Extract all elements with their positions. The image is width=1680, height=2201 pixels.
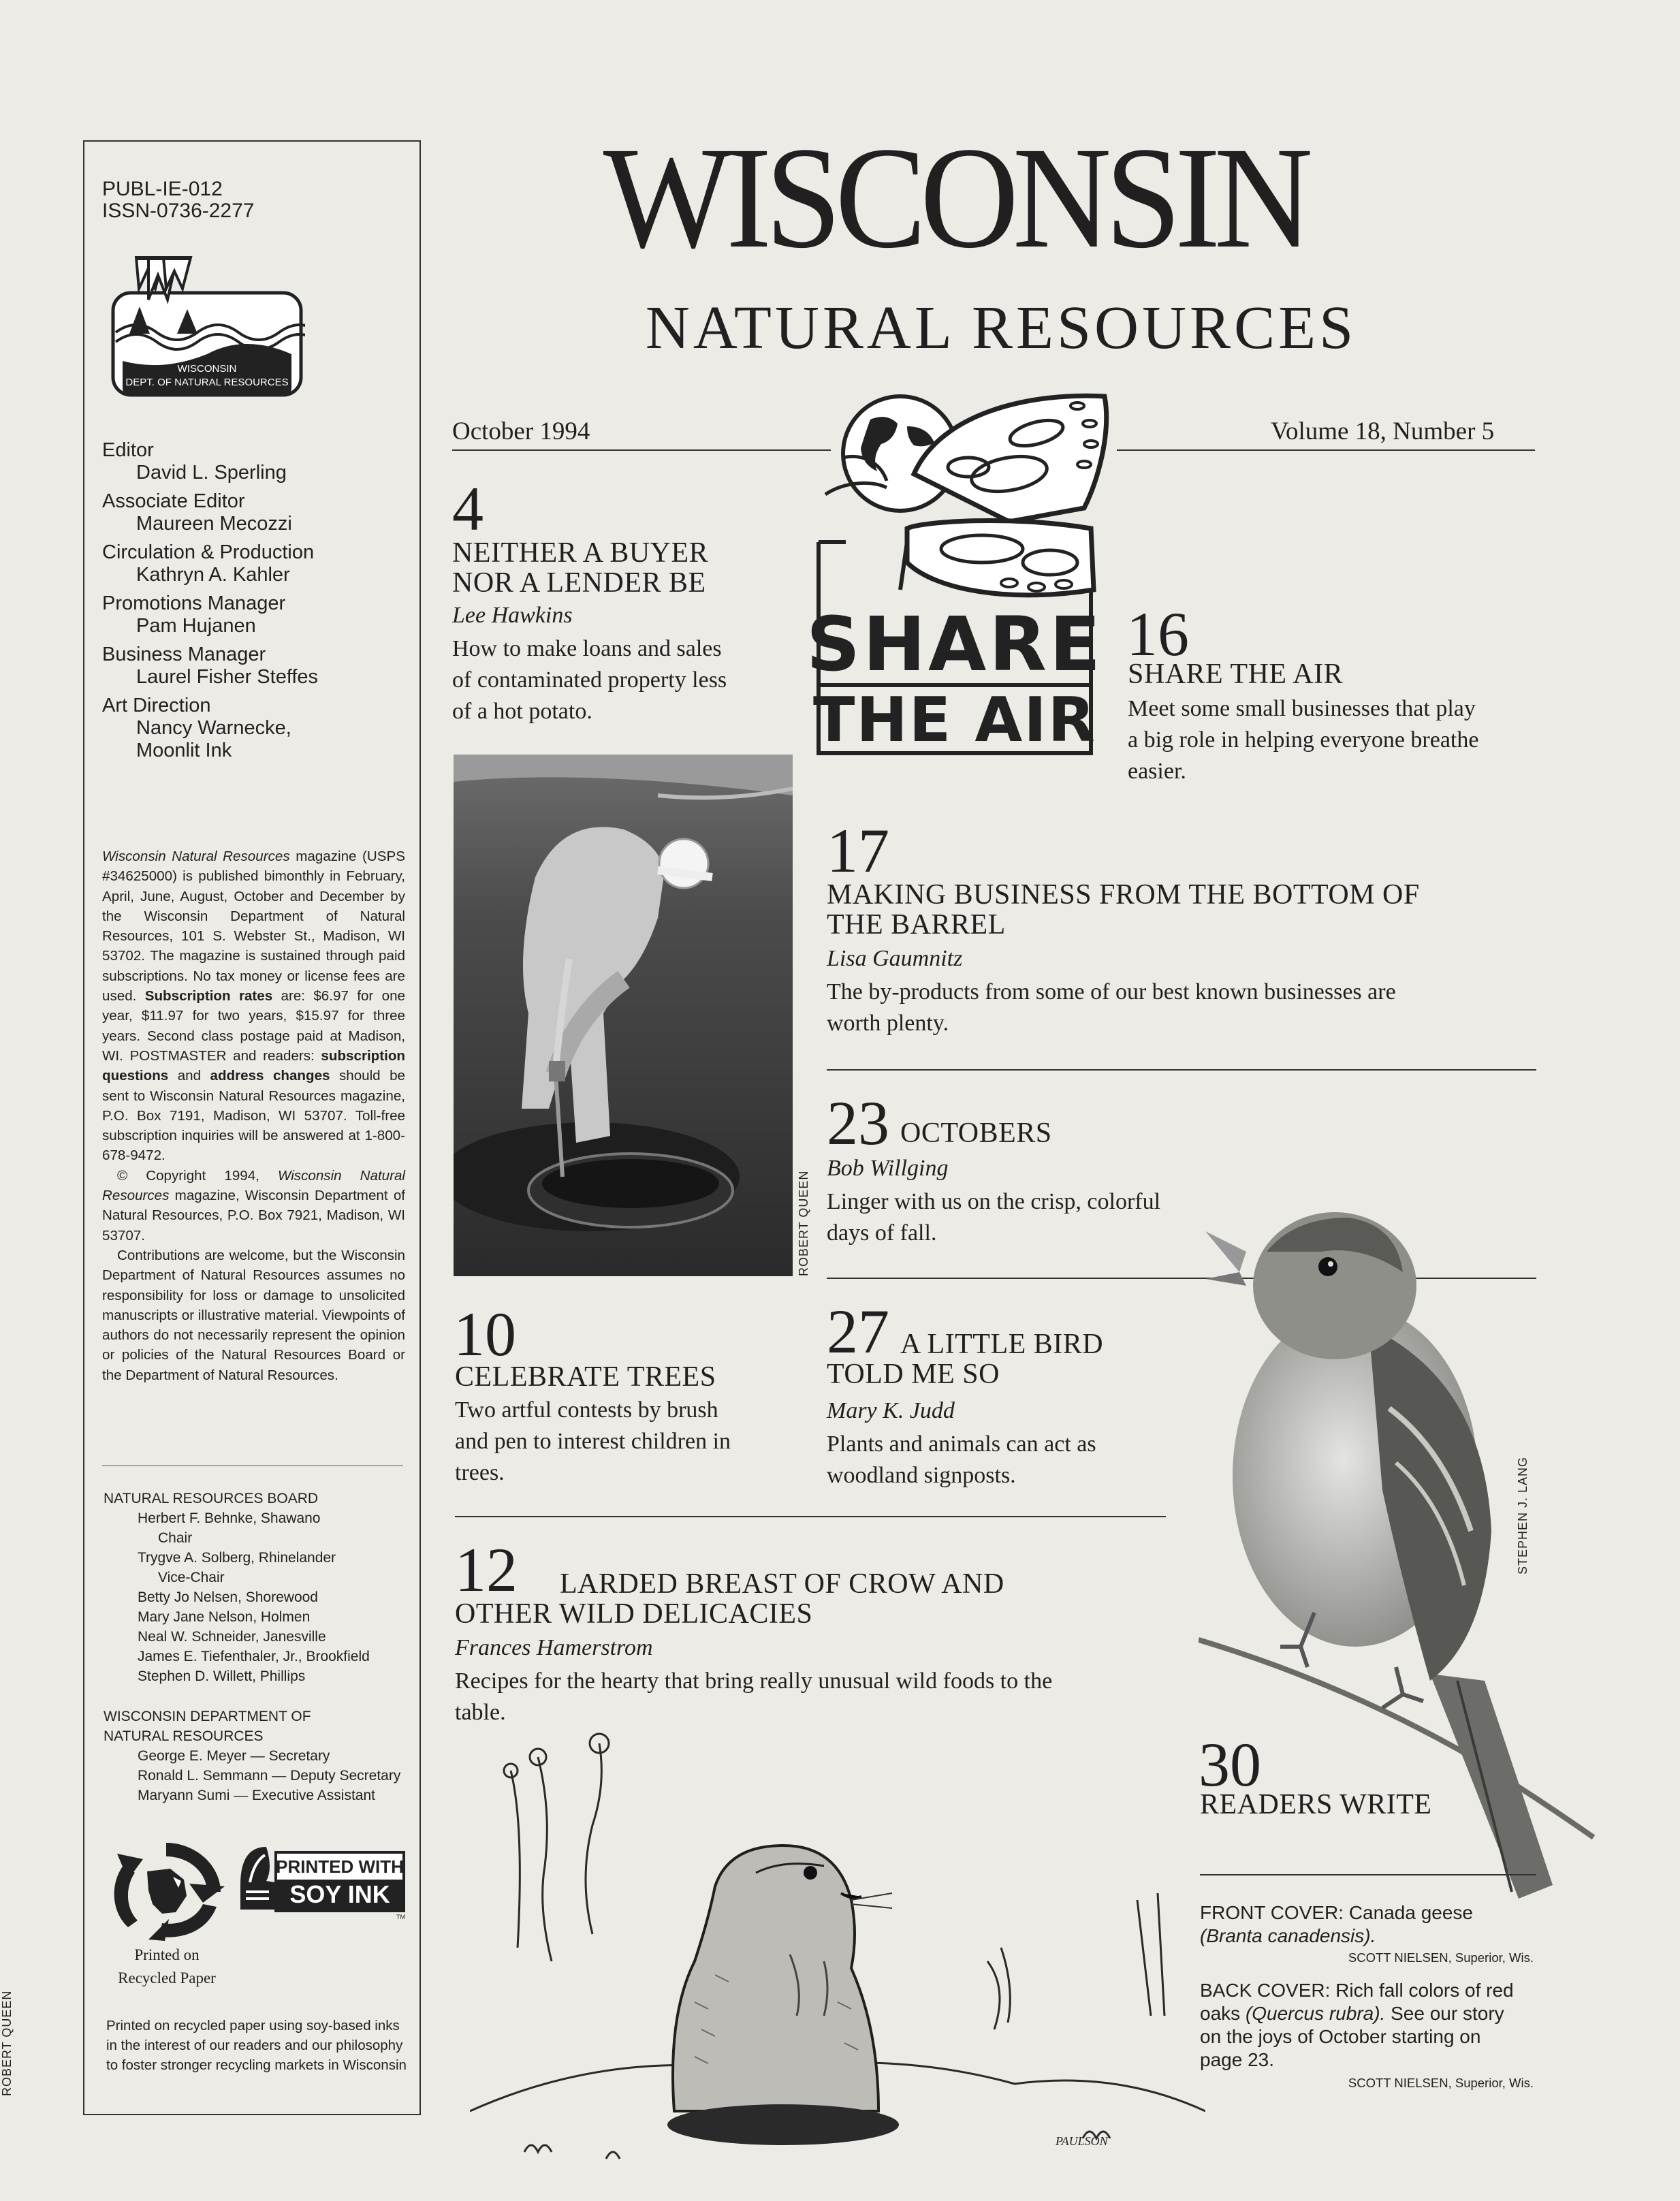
natural-resources-board [104,1489,370,1686]
toc-article-title[interactable] [452,538,708,598]
svg-text:SOY INK: SOY INK [289,1880,390,1908]
publication-legal-text: Wisconsin Natural Resources magazine (USPS #34625000) is published bimonthly in February, April, June, August, October and December by the Wisconsin Department of Natural Resources, 101 S. Webster St., Madison, WI 53702. The magazine is sustained through paid subscriptions. No tax money or license fees are used. Subscription rates are: $6.97 for one year, $11.97 for two years, $15.97 for three years. Second class postage paid at Madison, WI. POSTMASTER and readers: subscription questions and address changes should be sent to Wisconsin Natural Resources magazine, P.O. Box 7191, Madison, WI 53707. Toll-free subscription inquiries will be answered at 1-800-678-9472. © Copyright 1994, Wisconsin Natural Resources magazine, Wisconsin Department of Natural Resources, P.O. Box 7921, Madison, WI 53707. Contributions are welcome, but the Wisconsin Department of Natural Resources assumes no responsibility for loss or damage to unsolicited manuscripts or illustrative material. Viewpoints of authors do not necessarily represent the opinion or policies of the Natural Resources Board or the Department of Natural Resources. [102,849,406,1383]
toc-description [455,1666,1052,1728]
svg-text:PRINTED WITH: PRINTED WITH [276,1856,404,1877]
svg-text:WISCONSIN: WISCONSIN [177,363,237,375]
board-member: Neal W. Schneider, Janesville [138,1629,326,1645]
board-member-title: Chair [158,1530,193,1546]
dnr-logo-icon [109,252,305,399]
toc-page-number[interactable]: 10 [454,1299,516,1369]
recycled-label-line: Recycled Paper [118,1969,216,1986]
title-line: NEITHER A BUYER [452,537,709,569]
staff-role: Art Direction [102,695,211,716]
cover-notes [1200,1901,1534,2091]
toc-description [452,633,727,727]
desc-line: Linger with us on the crisp, colorful [827,1189,1161,1214]
toc-article-title[interactable]: SHARE THE AIR [1128,659,1344,690]
section-divider [827,1069,1536,1071]
magazine-title: WISCONSIN [603,117,1307,279]
staff-role: Promotions Manager [102,592,286,614]
desc-line: trees. [455,1460,505,1485]
toc-author: Mary K. Judd [827,1398,955,1423]
desc-line: Recipes for the hearty that bring really unusual wild foods to the [455,1668,1053,1694]
recycled-paper-label [116,1944,218,1990]
toc-description [827,1186,1160,1249]
board-member: Betty Jo Nelsen, Shorewood [138,1589,318,1605]
board-member: Trygve A. Solberg, Rhinelander [138,1550,336,1566]
toc-page-number[interactable]: 12 [455,1535,518,1604]
svg-text:TM: TM [396,1914,405,1920]
staff-name: Maureen Mecozzi [136,513,292,535]
toc-article-title[interactable]: READERS WRITE [1200,1789,1432,1820]
recycle-wisconsin-icon [108,1839,225,1941]
soy-ink-icon [235,1841,405,1920]
toc-article-title[interactable] [827,880,1420,940]
dept-member: George E. Meyer — Secretary [138,1748,330,1764]
toc-description [827,977,1396,1039]
board-member: Mary Jane Nelson, Holmen [138,1609,311,1625]
desc-line: a big role in helping everyone breathe [1128,727,1479,753]
svg-text:SHARE: SHARE [806,601,1104,688]
back-cover-credit: SCOTT NIELSEN, Superior, Wis. [1348,2076,1534,2090]
dept-heading: NATURAL RESOURCES [104,1728,264,1744]
board-member: James E. Tiefenthaler, Jr., Brookfield [138,1649,370,1664]
photo-credit-bird: STEPHEN J. LANG [1516,1456,1530,1574]
toc-description [827,1429,1096,1491]
issue-volume: Volume 18, Number 5 [1271,417,1495,445]
title-line: TOLD ME SO [827,1359,1000,1390]
toc-article-title[interactable]: CELEBRATE TREES [455,1361,716,1393]
desc-line: woodland signposts. [827,1463,1016,1488]
dept-heading: WISCONSIN DEPARTMENT OF [104,1709,311,1724]
toc-author: Lisa Gaumnitz [827,946,963,971]
toc-page-number[interactable]: 17 [827,816,889,885]
dept-member: Ronald L. Semmann — Deputy Secretary [138,1768,401,1784]
title-line: OTHER WILD DELICACIES [455,1598,813,1630]
staff-name: Laurel Fisher Steffes [136,666,319,688]
front-cover-credit: SCOTT NIELSEN, Superior, Wis. [1348,1950,1534,1965]
toc-description [455,1395,731,1489]
desc-line: How to make loans and sales [452,636,722,661]
desc-line: Meet some small businesses that play [1128,696,1476,721]
page-photo-credit: ROBERT QUEEN [0,1990,14,2096]
department-leadership [104,1707,400,1805]
share-the-air-logo-icon [805,385,1145,786]
desc-line: of contaminated property less [452,667,727,693]
section-divider [455,1516,1166,1517]
staff-role: Editor [102,439,154,461]
svg-text:PAULSON: PAULSON [1056,2134,1108,2148]
desc-line: The by-products from some of our best known businesses are [827,979,1396,1004]
staff-role: Business Manager [102,644,266,665]
toc-description [1128,693,1478,787]
toc-article-title[interactable]: OCTOBERS [900,1118,1052,1149]
desc-line: and pen to interest children in [455,1429,731,1454]
magazine-subtitle: NATURAL RESOURCES [645,294,1357,362]
toc-page-number[interactable]: 4 [452,474,484,543]
desc-line: easier. [1128,759,1186,784]
toc-page-number[interactable]: 16 [1126,599,1189,669]
toc-article-title[interactable] [455,1569,1004,1629]
publication-codes [102,178,254,222]
staff-role: Associate Editor [102,490,245,512]
toc-page-number[interactable]: 30 [1199,1730,1261,1799]
gopher-sketch [470,1730,1205,2179]
svg-text:THE AIR: THE AIR [813,684,1096,756]
desc-line: Two artful contests by brush [455,1397,718,1423]
title-line: LARDED BREAST OF CROW AND [560,1568,1004,1600]
title-line: NOR A LENDER BE [452,567,706,599]
worker-photo [454,755,793,1276]
section-divider [1200,1874,1536,1875]
board-member: Herbert F. Behnke, Shawano [138,1510,321,1526]
staff-name: David L. Sperling [136,462,287,484]
staff-name-2: Moonlit Ink [136,740,232,761]
toc-page-number[interactable]: 23 [827,1088,889,1158]
toc-author: Bob Willging [827,1156,949,1181]
title-line: MAKING BUSINESS FROM THE BOTTOM OF [827,879,1420,911]
front-cover-caption: FRONT COVER: Canada geese (Branta canadensis). [1200,1902,1473,1946]
staff-name: Nancy Warnecke, [136,717,291,739]
board-heading: NATURAL RESOURCES BOARD [104,1491,319,1506]
toc-author: Frances Hamerstrom [455,1635,653,1660]
desc-line: worth plenty. [827,1011,949,1036]
svg-text:DEPT. OF NATURAL RESOURCES: DEPT. OF NATURAL RESOURCES [125,377,289,388]
issn-number: ISSN-0736-2277 [102,200,255,222]
dept-member: Maryann Sumi — Executive Assistant [138,1788,375,1803]
staff-name: Kathryn A. Kahler [136,564,290,586]
issue-date: October 1994 [452,417,590,445]
recycling-footnote: Printed on recycled paper using soy-based inks in the interest of our readers and our philosophy to foster stronger recycling markets in Wisconsin [106,2018,407,2073]
publ-number: PUBL-IE-012 [102,178,223,200]
recycled-label-line: Printed on [134,1946,200,1963]
photo-credit-worker: ROBERT QUEEN [797,1170,810,1276]
title-line: A LITTLE BIRD [900,1329,1104,1360]
back-cover-caption: BACK COVER: Rich fall colors of red oaks (Quercus rubra). See our story on the joys of October starting on page 23. [1200,1980,1514,2070]
staff-list [102,439,318,768]
title-line: THE BARREL [827,909,1006,940]
staff-role: Circulation & Production [102,541,315,563]
desc-line: Plants and animals can act as [827,1431,1096,1457]
toc-author: Lee Hawkins [452,603,573,628]
staff-name: Pam Hujanen [136,615,256,637]
desc-line: of a hot potato. [452,699,592,724]
desc-line: days of fall. [827,1220,937,1246]
toc-article-title[interactable] [827,1329,1103,1389]
board-member: Stephen D. Willett, Phillips [138,1668,306,1684]
board-member-title: Vice-Chair [158,1570,225,1585]
desc-line: table. [455,1700,506,1725]
toc-page-number[interactable]: 27 [827,1297,889,1366]
